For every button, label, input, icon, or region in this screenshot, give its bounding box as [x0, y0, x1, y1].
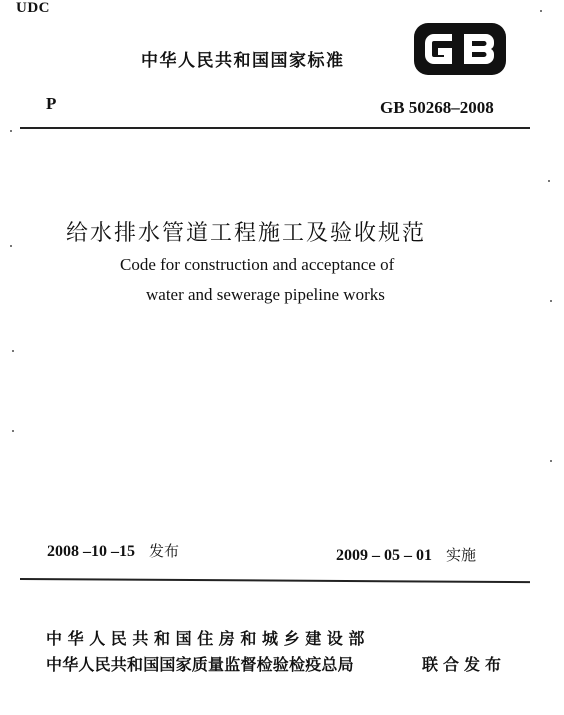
- udc-label: UDC: [16, 0, 50, 16]
- title-english-line-2: water and sewerage pipeline works: [146, 285, 385, 304]
- scan-speck: [12, 350, 14, 352]
- scan-speck: [10, 130, 12, 132]
- scan-speck: [550, 460, 552, 462]
- classification-code: P: [46, 94, 57, 113]
- implementation-date: 2009 – 05 – 01: [336, 547, 432, 564]
- issue-date: 2008 –10 –15: [47, 543, 135, 560]
- scan-speck: [550, 300, 552, 302]
- scan-speck: [548, 180, 550, 182]
- scan-speck: [12, 430, 14, 432]
- implementation-date-block: [336, 544, 476, 565]
- standard-number: GB 50268–2008: [380, 98, 494, 117]
- implementation-label: 实施: [446, 546, 477, 564]
- header-divider: [20, 127, 530, 129]
- issuer-aqsiq: 中华人民共和国国家质量监督检验检疫总局: [46, 655, 354, 674]
- gb-logo: [412, 20, 508, 78]
- title-english-line-1: Code for construction and acceptance of: [120, 255, 395, 274]
- issuer-ministry: 中华人民共和国住房和城乡建设部: [46, 629, 371, 648]
- scan-speck: [540, 10, 542, 12]
- scan-speck: [10, 245, 12, 247]
- issue-label: 发布: [149, 542, 180, 560]
- footer-divider: [20, 578, 530, 583]
- title-chinese: 给水排水管道工程施工及验收规范: [66, 221, 427, 246]
- national-standard-heading: 中华人民共和国国家标准: [141, 51, 345, 71]
- issue-date-block: [47, 540, 179, 561]
- joint-issue-label: 联合发布: [422, 655, 507, 674]
